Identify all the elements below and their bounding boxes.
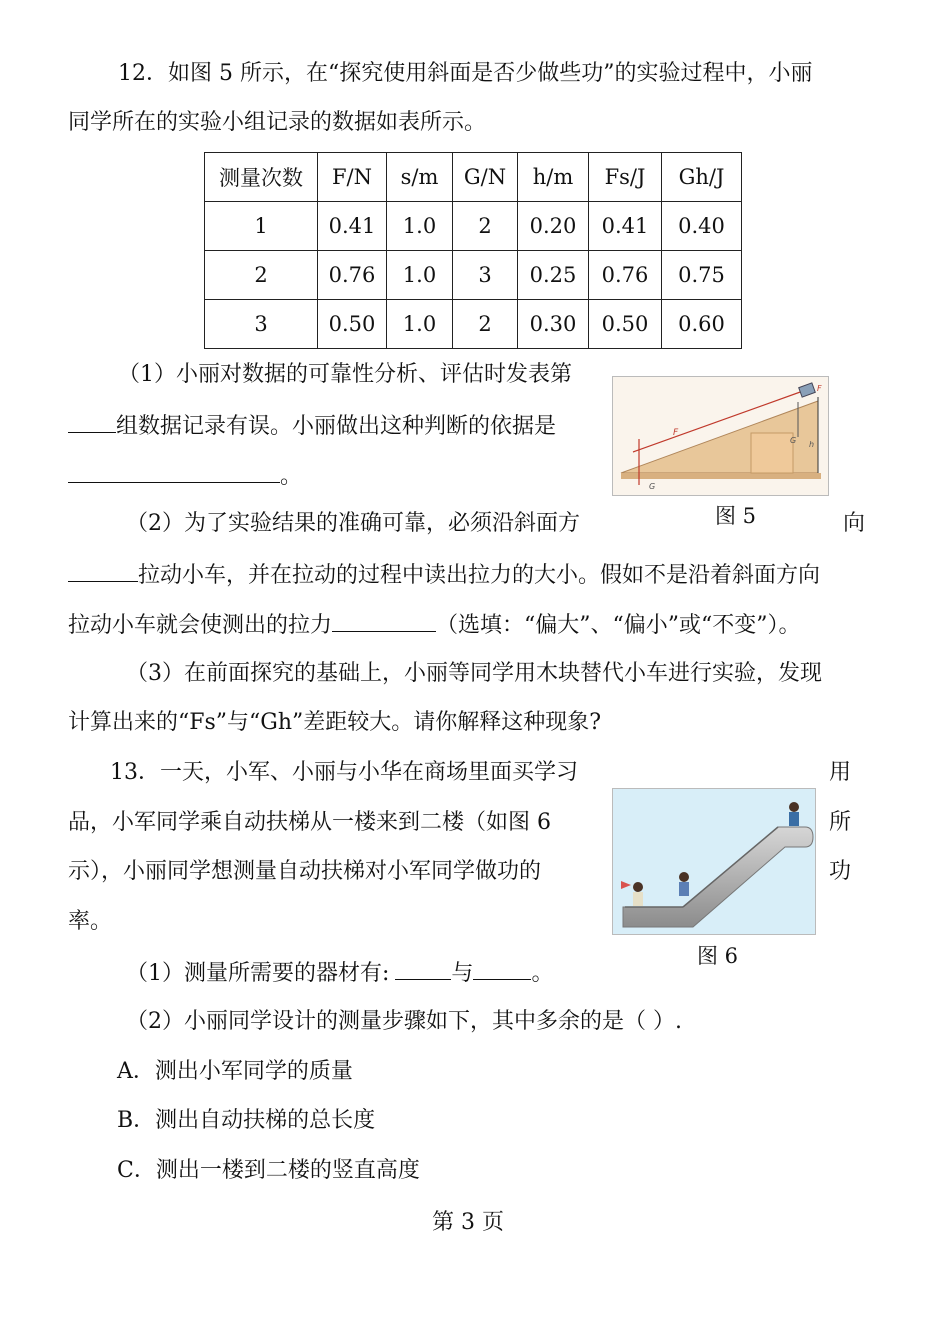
- header-G: G/N: [453, 153, 518, 202]
- table-row: [205, 251, 742, 300]
- figure-6-escalator: [612, 788, 816, 935]
- q12-part2-line3: [68, 609, 801, 641]
- answer-blank[interactable]: [395, 957, 451, 980]
- table-cell: 0.50: [589, 300, 662, 349]
- gravity-label: G: [649, 482, 656, 491]
- q12-intro-line1: 12．如图 5 所示，在“探究使用斜面是否少做些功”的实验过程中，小丽: [118, 61, 813, 86]
- q13-option-b: B．测出自动扶梯的总长度: [117, 1108, 376, 1133]
- table-cell: 0.40: [662, 202, 742, 251]
- header-Gh: Gh/J: [662, 153, 742, 202]
- table-header-row: [205, 153, 742, 202]
- header-s: s/m: [387, 153, 453, 202]
- q12-part1-end: 。: [280, 464, 303, 489]
- answer-blank[interactable]: [473, 957, 531, 980]
- height-label: h: [809, 440, 815, 449]
- table-row: [205, 202, 742, 251]
- table-cell: 2: [205, 251, 318, 300]
- table-cell: 0.60: [662, 300, 742, 349]
- header-Fs: Fs/J: [589, 153, 662, 202]
- table-cell: 3: [453, 251, 518, 300]
- page-number: 第 3 页: [432, 1210, 504, 1235]
- figure-6-caption: 图 6: [697, 944, 739, 968]
- table-cell: 0.41: [318, 202, 387, 251]
- header-h: h/m: [518, 153, 589, 202]
- table-row: [205, 300, 742, 349]
- q12-part1-text: 组数据记录有误。小丽做出这种判断的依据是: [116, 414, 557, 439]
- table-cell: 2: [453, 202, 518, 251]
- q12-part2-text: 拉动小车，并在拉动的过程中读出拉力的大小。假如不是沿着斜面方向: [138, 563, 821, 588]
- q13-line2-tail: 所: [829, 810, 852, 835]
- q13-line4: 率。: [68, 909, 113, 934]
- answer-blank[interactable]: [68, 559, 138, 582]
- person-bottom-body: [633, 892, 643, 906]
- header-count: 测量次数: [205, 153, 318, 202]
- q12-part2-options: （选填：“偏大”、“偏小”或“不变”）。: [436, 613, 801, 638]
- data-table: [204, 152, 742, 349]
- q13-line3-tail: 功: [829, 859, 852, 884]
- answer-blank[interactable]: [68, 410, 116, 433]
- q12-intro-line2: 同学所在的实验小组记录的数据如表所示。: [68, 110, 487, 135]
- person-middle-body: [679, 882, 689, 896]
- q13-part2-line: （2）小丽同学设计的测量步骤如下，其中多余的是（ ）.: [126, 1009, 682, 1034]
- q12-part1-line1: （1）小丽对数据的可靠性分析、评估时发表第: [118, 362, 572, 387]
- table-cell: 2: [453, 300, 518, 349]
- weight-label: G: [790, 436, 797, 445]
- table-cell: 0.50: [318, 300, 387, 349]
- q13-option-c: C．测出一楼到二楼的竖直高度: [117, 1158, 420, 1183]
- person-middle-head: [679, 872, 689, 882]
- q12-part2-line1: （2）为了实验结果的准确可靠，必须沿斜面方: [126, 511, 580, 536]
- answer-blank[interactable]: [332, 609, 436, 632]
- table-cell: 0.25: [518, 251, 589, 300]
- q13-part1-line: [126, 957, 553, 989]
- q12-part3-line2: 计算出来的“Fs”与“Gh”差距较大。请你解释这种现象?: [68, 710, 602, 735]
- table-cell: 0.76: [318, 251, 387, 300]
- table-cell: 0.30: [518, 300, 589, 349]
- q13-line1-tail: 用: [829, 760, 852, 785]
- q13-line3: 示），小丽同学想测量自动扶梯对小军同学做功的: [68, 859, 542, 884]
- q12-part2-text2: 拉动小车就会使测出的拉力: [68, 613, 333, 638]
- flag-icon: [621, 881, 631, 889]
- escalator-diagram: [613, 789, 815, 934]
- person-top-body: [789, 812, 799, 826]
- incline-diagram: [613, 377, 828, 495]
- table-cell: 1: [205, 202, 318, 251]
- table-cell: 0.20: [518, 202, 589, 251]
- table-cell: 1.0: [387, 251, 453, 300]
- force-label: F: [673, 428, 679, 438]
- q12-part2-line2: [68, 559, 820, 591]
- figure-5-caption: 图 5: [715, 504, 757, 528]
- table-cell: 0.75: [662, 251, 742, 300]
- table-cell: 1.0: [387, 202, 453, 251]
- pull-label: F: [817, 384, 822, 393]
- answer-blank[interactable]: [68, 460, 280, 483]
- person-bottom-head: [633, 882, 643, 892]
- q12-part1-line2: [68, 410, 556, 442]
- person-top-head: [789, 802, 799, 812]
- header-F: F/N: [318, 153, 387, 202]
- q12-part1-line3: [68, 460, 302, 492]
- q13-line1: 13．一天，小军、小丽与小华在商场里面买学习: [110, 760, 578, 785]
- table-cell: 0.41: [589, 202, 662, 251]
- q12-part3-line1: （3）在前面探究的基础上，小丽等同学用木块替代小车进行实验，发现: [126, 661, 822, 686]
- figure-5-incline: [612, 376, 829, 496]
- q13-part1-and: 与: [451, 961, 474, 986]
- q12-part2-line1-tail: 向: [843, 511, 866, 536]
- table-cell: 1.0: [387, 300, 453, 349]
- table-cell: 3: [205, 300, 318, 349]
- q13-line2: 品，小军同学乘自动扶梯从一楼来到二楼（如图 6: [68, 810, 551, 835]
- q13-part1-end: 。: [531, 961, 554, 986]
- table-cell: 0.76: [589, 251, 662, 300]
- q13-part1-text: （1）测量所需要的器材有:: [126, 961, 390, 986]
- q13-option-a: A．测出小军同学的质量: [117, 1059, 353, 1084]
